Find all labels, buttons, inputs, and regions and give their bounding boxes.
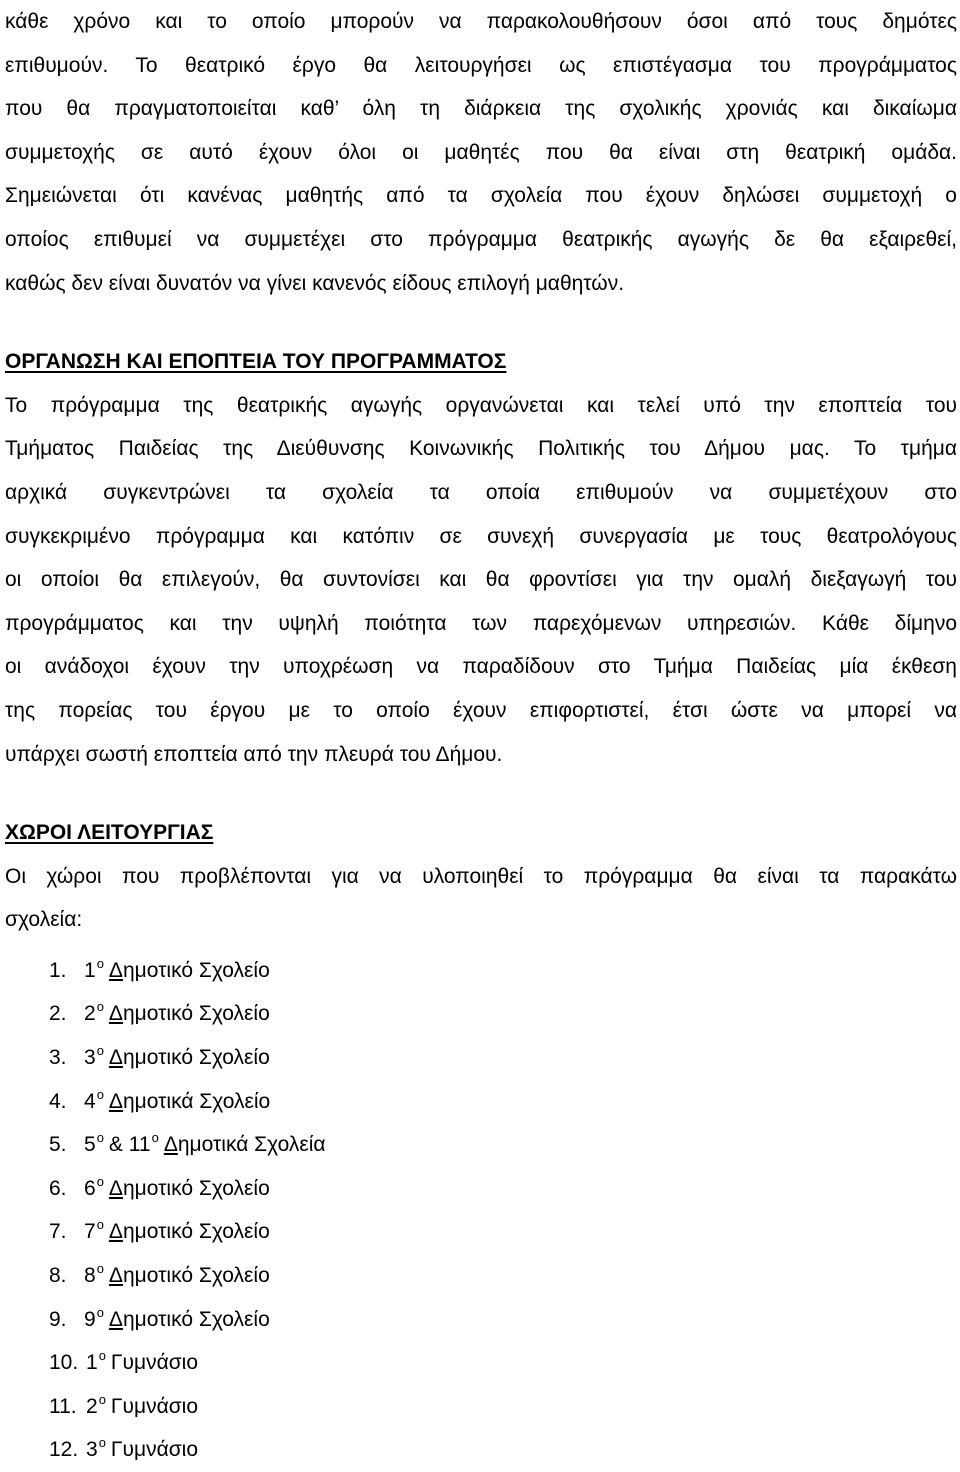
ordinal-suffix: ο: [151, 1130, 159, 1146]
list-number: 8.: [49, 1264, 67, 1288]
ordinal-suffix: ο: [96, 955, 104, 971]
intro-line: κάθε χρόνο και το οποίο μπορούν να παρακολουθήσουν όσοι από τους δημότες: [5, 10, 957, 33]
organization-line: οι οποίοι θα επιλεγούν, θα συντονίσει και θα φροντίσει για την ομαλή διεξαγωγή του: [5, 568, 957, 592]
section-spacer: [5, 776, 957, 811]
school-number: 3: [86, 1438, 98, 1462]
organization-line: Το πρόγραμμα της θεατρικής αγωγής οργανώνεται και τελεί υπό την εποπτεία του: [5, 393, 957, 417]
venues-intro-line: Οι χώροι που προβλέπονται για να υλοποιηθεί το πρόγραμμα θα είναι τα παρακάτω: [5, 864, 957, 888]
organization-line: υπάρχει σωστή εποπτεία από την πλευρά του Δήμου.: [5, 742, 503, 766]
ordinal-suffix: ο: [96, 1261, 104, 1277]
organization-line: της πορείας του έργου με το οποίο έχουν επιφορτιστεί, έτσι ώστε να μπορεί να: [5, 698, 957, 722]
intro-paragraph: [5, 0, 957, 305]
ordinal-suffix: ο: [96, 999, 104, 1015]
school-name: Γυμνάσιο: [110, 1438, 199, 1462]
list-number: 7.: [49, 1220, 67, 1244]
list-number: 1.: [49, 958, 67, 982]
school-list-item: [5, 1334, 957, 1378]
list-number: 12.: [49, 1438, 79, 1462]
intro-line: επιθυμούν. Το θεατρικό έργο θα λειτουργήσει ως επιστέγασμα του προγράμματος: [5, 53, 957, 77]
intro-line: καθώς δεν είναι δυνατόν να γίνει κανενός είδους επιλογή μαθητών.: [5, 271, 625, 295]
list-number: 5.: [49, 1133, 67, 1157]
intro-line: οποίος επιθυμεί να συμμετέχει στο πρόγραμμα θεατρικής αγωγής δε θα εξαιρεθεί,: [5, 227, 957, 251]
school-name: Δημοτικά Σχολεία: [163, 1133, 326, 1157]
ordinal-suffix: ο: [98, 1348, 106, 1364]
school-number: 3: [84, 1046, 96, 1070]
school-list-item: [5, 1203, 957, 1247]
organization-line: οι ανάδοχοι έχουν την υποχρέωση να παραδίδουν στο Τμήμα Παιδείας μία έκθεση: [5, 655, 957, 679]
school-number: 8: [84, 1264, 96, 1288]
school-number: 1: [84, 958, 96, 982]
schools-list: [5, 942, 957, 1465]
intro-line: που θα πραγματοποιείται καθ’ όλη τη διάρκεια της σχολικής χρονιάς και δικαίωμα: [5, 97, 957, 121]
ordinal-suffix: ο: [98, 1435, 106, 1451]
organization-line: Τμήματος Παιδείας της Διεύθυνσης Κοινωνικής Πολιτικής του Δήμου μας. Το τμήμα: [5, 437, 957, 461]
initial-letter: Δ: [108, 1046, 123, 1070]
school-number: 2: [84, 1002, 96, 1026]
school-name: Δημοτικό Σχολείο: [108, 1176, 270, 1200]
list-number: 6.: [49, 1176, 67, 1200]
school-name: Γυμνάσιο: [110, 1351, 199, 1375]
list-number: 3.: [49, 1046, 67, 1070]
venues-intro-line: σχολεία:: [5, 908, 83, 932]
school-name: Δημοτικό Σχολείο: [108, 1046, 270, 1070]
ordinal-suffix: ο: [96, 1130, 104, 1146]
initial-letter: Δ: [108, 958, 123, 982]
organization-line: προγράμματος και την υψηλή ποιότητα των παρεχόμενων υπηρεσιών. Κάθε δίμηνο: [5, 611, 957, 635]
section-spacer: [5, 305, 957, 340]
initial-letter: Δ: [108, 1176, 123, 1200]
school-name: Δημοτικό Σχολείο: [108, 1307, 270, 1331]
intro-line: Σημειώνεται ότι κανένας μαθητής από τα σχολεία που έχουν δηλώσει συμμετοχή ο: [5, 184, 957, 208]
initial-letter: Δ: [108, 1307, 123, 1331]
ordinal-suffix: ο: [98, 1391, 106, 1407]
school-number: 9: [84, 1307, 96, 1331]
list-number: 2.: [49, 1002, 67, 1026]
school-list-item: [5, 1029, 957, 1073]
list-number: 9.: [49, 1307, 67, 1331]
school-number-second: & 11: [108, 1133, 151, 1157]
school-name: Δημοτικό Σχολείο: [108, 958, 270, 982]
school-list-item: [5, 1073, 957, 1117]
school-list-item: [5, 942, 957, 986]
school-name: Δημοτικά Σχολείο: [108, 1089, 271, 1113]
school-number: 7: [84, 1220, 96, 1244]
school-name: Δημοτικό Σχολείο: [108, 1264, 270, 1288]
organization-section: [5, 340, 957, 776]
school-list-item: [5, 1247, 957, 1291]
initial-letter: Δ: [108, 1220, 123, 1244]
initial-letter: Δ: [163, 1133, 178, 1157]
list-number: 10.: [49, 1351, 79, 1375]
venues-heading: ΧΩΡΟΙ ΛΕΙΤΟΥΡΓΙΑΣ: [5, 821, 214, 845]
school-list-item: [5, 1378, 957, 1422]
school-name: Δημοτικό Σχολείο: [108, 1220, 270, 1244]
school-list-item: [5, 1160, 957, 1204]
ordinal-suffix: ο: [96, 1173, 104, 1189]
school-number: 1: [86, 1351, 98, 1375]
organization-heading: ΟΡΓΑΝΩΣΗ ΚΑΙ ΕΠΟΠΤΕΙΑ ΤΟΥ ΠΡΟΓΡΑΜΜΑΤΟΣ: [5, 350, 507, 374]
organization-line: συγκεκριμένο πρόγραμμα και κατόπιν σε συνεχή συνεργασία με τους θεατρολόγους: [5, 524, 957, 548]
ordinal-suffix: ο: [96, 1043, 104, 1059]
school-list-item: [5, 1421, 957, 1465]
school-number: 5: [84, 1133, 96, 1157]
school-number: 6: [84, 1176, 96, 1200]
initial-letter: Δ: [108, 1089, 123, 1113]
venues-section: [5, 811, 957, 1465]
school-number: 2: [86, 1394, 98, 1418]
school-list-item: [5, 1116, 957, 1160]
school-list-item: [5, 985, 957, 1029]
list-number: 4.: [49, 1089, 67, 1113]
school-name: Δημοτικό Σχολείο: [108, 1002, 270, 1026]
school-number: 4: [84, 1089, 96, 1113]
initial-letter: Δ: [108, 1264, 123, 1288]
initial-letter: Δ: [108, 1002, 123, 1026]
ordinal-suffix: ο: [96, 1217, 104, 1233]
intro-line: συμμετοχής σε αυτό έχουν όλοι οι μαθητές που θα είναι στη θεατρική ομάδα.: [5, 140, 957, 164]
ordinal-suffix: ο: [96, 1304, 104, 1320]
list-number: 11.: [49, 1394, 77, 1418]
school-list-item: [5, 1291, 957, 1335]
school-name: Γυμνάσιο: [110, 1394, 199, 1418]
ordinal-suffix: ο: [96, 1086, 104, 1102]
organization-line: αρχικά συγκεντρώνει τα σχολεία τα οποία επιθυμούν να συμμετέχουν στο: [5, 480, 957, 504]
